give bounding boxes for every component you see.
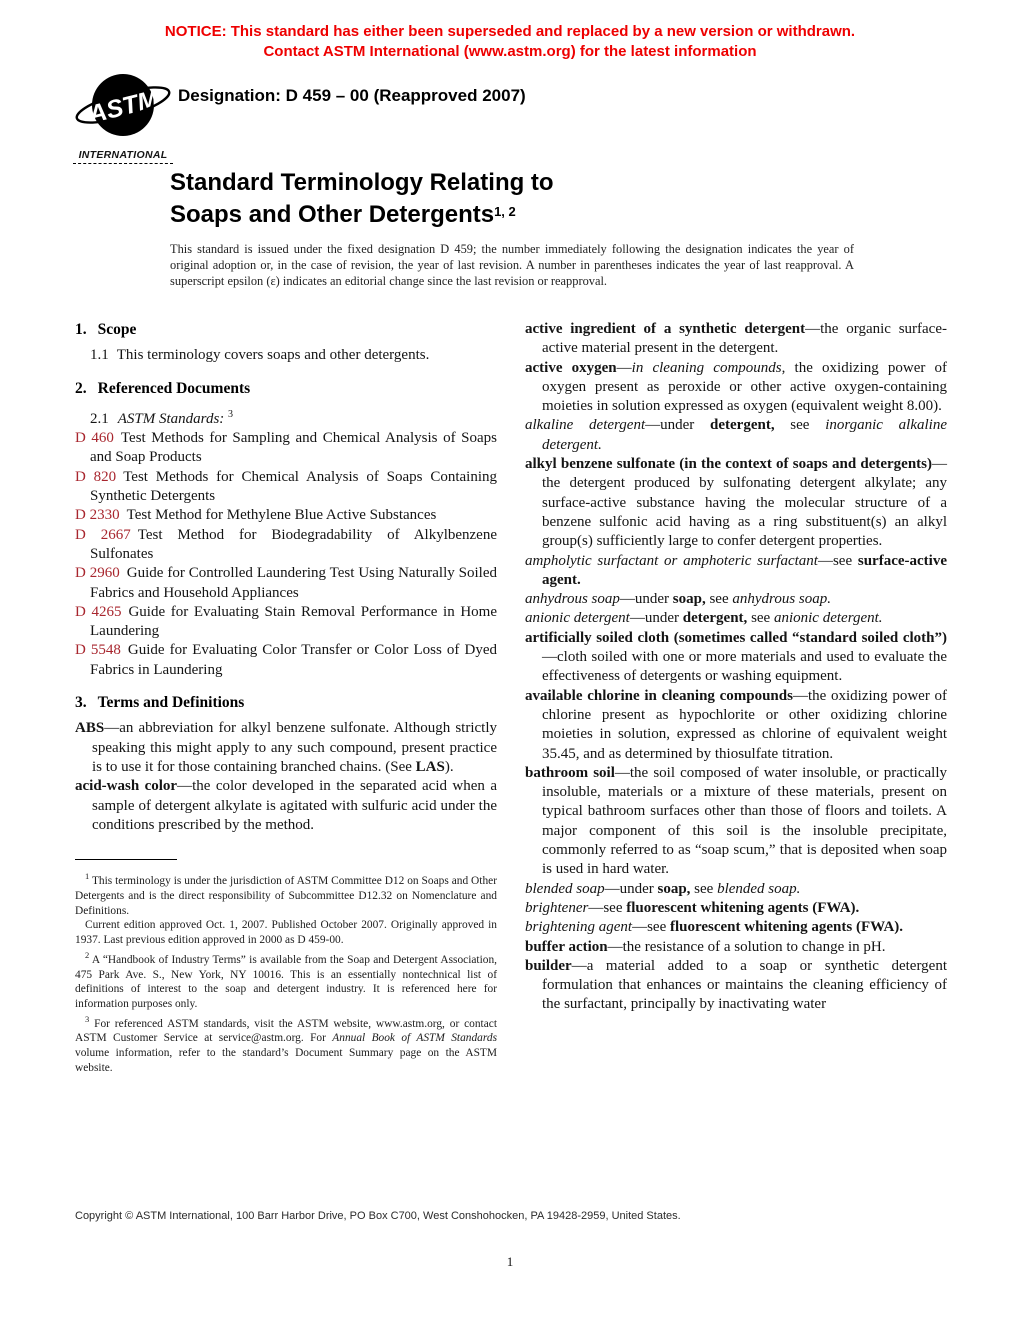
text-segment: see [690, 880, 718, 897]
section-heading-referenced-documents: 2. Referenced Documents [75, 379, 251, 397]
footnote-number: 1 [85, 871, 90, 882]
standard-title: Guide for Evaluating Color Transfer or Color Loss of Dyed Fabrics in Laundering [90, 642, 497, 678]
text-segment: see [774, 417, 826, 434]
referenced-standards-list [75, 429, 497, 680]
text-segment: anionic detergent. [773, 610, 883, 627]
text-segment: soap, [657, 880, 691, 897]
page-number: 1 [506, 1254, 514, 1269]
term-entry [525, 416, 947, 455]
text-segment: For referenced ASTM standards, visit the ASTM website, www.astm.org, or contact ASTM Customer Service at service@astm.org. For [75, 1017, 497, 1045]
text-segment: volume information, refer to the standard’s Document Summary page on the ASTM website. [75, 1047, 497, 1075]
footnote-number: 2 [85, 949, 90, 960]
standard-title: Test Method for Methylene Blue Active Substances [126, 507, 437, 524]
standard-code: D 5548 [75, 642, 121, 659]
standard-title: Guide for Controlled Laundering Test Using Naturally Soiled Fabrics and Household Appliances [90, 565, 497, 601]
text-segment: , the oxidizing power of oxygen present as peroxide or other active oxygen-containing moieties in solution expressed as oxygen (equivalent weight 8.00). [542, 359, 948, 415]
text-segment: available chlorine in cleaning compounds [525, 687, 793, 704]
term-entry [75, 719, 497, 777]
text-segment: see [747, 610, 774, 627]
copyright-line: Copyright © ASTM International, 100 Barr Harbor Drive, PO Box C700, West Conshohocken, PA 19428-2959, United States. [75, 1210, 681, 1222]
text-segment: artificially soiled cloth (sometimes called “standard soiled cloth”) [525, 629, 947, 646]
term-entry [525, 320, 947, 359]
text-segment: anhydrous soap [525, 591, 620, 608]
text-segment: —see [817, 552, 858, 569]
text-segment: alkyl benzene sulfonate (in the context of soaps and detergents) [525, 456, 932, 473]
footnote-separator [75, 859, 177, 860]
right-column [525, 320, 947, 1076]
text-segment: —the color developed in the separated acid when a sample of detergent alkylate is agitated with sulfuric acid under the conditions prescribed by the method. [92, 778, 497, 833]
terms-list-left [75, 719, 497, 835]
text-segment: —under [629, 610, 683, 627]
text-segment: surface-active agent. [542, 552, 947, 588]
term-entry [75, 777, 497, 835]
text-segment: blended soap [525, 880, 605, 897]
text-segment: in cleaning compounds [631, 359, 782, 376]
text-segment: detergent, [710, 417, 775, 434]
astm-logo-mark [73, 68, 173, 146]
astm-logo-text: ASTM [85, 84, 162, 130]
referenced-standard [75, 506, 497, 525]
footnote-number: 3 [85, 1013, 90, 1024]
term-entry [525, 918, 947, 937]
text-segment: fluorescent whitening agents (FWA). [626, 899, 860, 916]
text-segment: ABS [75, 720, 105, 737]
body-columns [75, 320, 947, 1076]
text-segment: Annual Book of ASTM Standards [332, 1032, 497, 1045]
notice-line-2: Contact ASTM International (www.astm.org) for the latest information [263, 43, 757, 60]
text-segment: A “Handbook of Industry Terms” is available from the Soap and Detergent Association, 475 Park Ave. S., New York, NY 10016. This is an essentially nontechnical list of definitions of interest to the soap and detergent industry. It is referenced here for information purposes only. [75, 953, 497, 1011]
section-heading-scope: 1. Scope [75, 321, 137, 338]
text-segment: builder [525, 957, 572, 974]
astm-logo [73, 68, 173, 164]
text-segment: active oxygen [525, 359, 617, 376]
term-entry [525, 938, 947, 957]
document-title [170, 168, 554, 229]
left-column [75, 320, 497, 1076]
term-entry [525, 957, 947, 1015]
standard-code: D 2667 [75, 526, 131, 543]
text-segment: buffer action [525, 938, 608, 955]
terms-list-right [525, 320, 947, 1015]
text-segment: blended soap. [717, 880, 801, 897]
term-entry [525, 899, 947, 918]
text-segment: alkaline detergent [525, 417, 646, 434]
footnotes-block [75, 859, 497, 1076]
term-entry [525, 764, 947, 880]
standard-code: D 4265 [75, 603, 122, 620]
scope-item: 1.1 This terminology covers soaps and other detergents. [90, 347, 430, 364]
referenced-standard [75, 564, 497, 603]
referenced-standard [75, 468, 497, 507]
text-segment: —the soil composed of water insoluble, or practically insoluble, materials or a mixture of these materials, present on typical bathroom surfaces other than those of floors and toilets. A major component of this soil is the insoluble precipitate, commonly referred to as “soap scum,” that is deposited when soap is used in hard water. [542, 764, 947, 878]
referenced-standard [75, 603, 497, 642]
astm-standards-subheading: 2.1 ASTM Standards: $^3$ [90, 408, 234, 427]
standard-title: Guide for Evaluating Stain Removal Performance in Home Laundering [90, 603, 497, 640]
issuance-note: This standard is issued under the fixed designation D 459; the number immediately following the designation indicates the year of original adoption or, in the case of revision, the year of last revision. A number in parentheses indicates the year of last reapproval. A superscript epsilon (ε) indicates an editorial change since the last revision or reapproval. [170, 242, 854, 288]
referenced-standard [75, 641, 497, 680]
text-segment: acid-wash color [75, 778, 178, 795]
superseded-notice [0, 22, 1020, 62]
standard-title: Test Method for Biodegradability of Alkylbenzene Sulfonates [90, 526, 497, 562]
term-entry [525, 455, 947, 551]
text-segment: —an abbreviation for alkyl benzene sulfonate. Although strictly speaking this might apply to any such compound, present practice is to use it for those containing branched chains. (See [92, 720, 497, 775]
text-segment: anhydrous soap. [732, 591, 831, 608]
text-segment: active ingredient of a synthetic detergent [525, 321, 806, 337]
designation: Designation: D 459 – 00 (Reapproved 2007) [178, 86, 526, 105]
standard-code: D 820 [75, 468, 117, 485]
term-entry [525, 687, 947, 764]
title-footnote-refs: 1, 2 [494, 204, 516, 219]
footnote [75, 1012, 497, 1076]
text-segment: —cloth soiled with one or more materials and used to evaluate the effectiveness of detergents or washing equipment. [542, 649, 947, 685]
text-segment: This terminology is under the jurisdiction of ASTM Committee D12 on Soaps and Other Detergents and is the direct responsibility of Subcommittee D12.32 on Nomenclature and Definitions. [75, 874, 497, 917]
term-entry [525, 359, 947, 417]
title-line-2: Soaps and Other Detergents$^{1, 2}$ [170, 201, 516, 228]
text-segment: —the organic surface-active material present in the detergent. [542, 321, 947, 357]
referenced-standard [75, 526, 497, 565]
text-segment: LAS [415, 758, 445, 775]
text-segment: —the detergent produced by sulfonating detergent alkylate; any surface-active substance having the molecular structure of a benzene sulfonic acid having as a ring substituent(s) an alkyl group(s) sufficiently large to confer detergent properties. [542, 456, 947, 550]
standard-title: Test Methods for Sampling and Chemical Analysis of Soaps and Soap Products [90, 430, 497, 466]
text-segment: — [616, 359, 632, 376]
standard-title: Test Methods for Chemical Analysis of Soaps Containing Synthetic Detergents [90, 468, 497, 505]
text-segment: brightener [525, 899, 589, 916]
footnote [75, 948, 497, 1012]
section-heading-terms: 3. Terms and Definitions [75, 694, 245, 712]
standard-code: D 2330 [75, 507, 120, 524]
term-entry [525, 590, 947, 609]
text-segment: bathroom soil [525, 764, 615, 781]
text-segment: —under [604, 880, 658, 897]
text-segment: detergent, [682, 610, 748, 627]
text-segment: —a material added to a soap or synthetic detergent formulation that enhances or maintains the cleaning efficiency of the surfactant, principally by inactivating water [542, 957, 947, 1013]
text-segment: ampholytic surfactant or amphoteric surfactant [525, 552, 818, 569]
text-segment: Current edition approved Oct. 1, 2007. Published October 2007. Originally approved in 1937. Last previous edition approved in 2000 as D 459-00. [75, 919, 497, 947]
term-entry [525, 629, 947, 687]
text-segment: —the oxidizing power of chlorine present as hypochlorite or other oxidizing chlorine moieties in solution, expressed as chlorine of equivalent weight 35.45, and as determined by thiosulfate titration. [542, 687, 948, 762]
text-segment: —the resistance of a solution to change in pH. [607, 938, 886, 955]
text-segment: —see [588, 899, 627, 916]
text-segment: fluorescent whitening agents (FWA). [669, 919, 904, 936]
term-entry [525, 552, 947, 591]
referenced-standard [75, 429, 497, 468]
text-segment: —under [619, 591, 673, 608]
text-segment: inorganic alkaline detergent. [542, 417, 948, 453]
term-entry [525, 609, 947, 628]
title-line-1: Standard Terminology Relating to [170, 169, 554, 196]
astm-logo-subtitle: INTERNATIONAL [73, 149, 173, 164]
notice-line-1: NOTICE: This standard has either been superseded and replaced by a new version or withdrawn. [164, 23, 856, 40]
text-segment: —under [645, 417, 711, 434]
text-segment: see [705, 591, 733, 608]
text-segment: anionic detergent [525, 610, 630, 627]
text-segment: brightening agent [525, 919, 633, 936]
term-entry [525, 880, 947, 899]
footnote [75, 869, 497, 918]
standard-code: D 2960 [75, 565, 120, 582]
text-segment: soap, [672, 591, 706, 608]
text-segment: —see [632, 919, 670, 936]
footnotes-list [75, 869, 497, 1076]
text-segment: ). [444, 758, 454, 775]
footnote [75, 918, 497, 948]
standard-code: D 460 [75, 430, 114, 447]
